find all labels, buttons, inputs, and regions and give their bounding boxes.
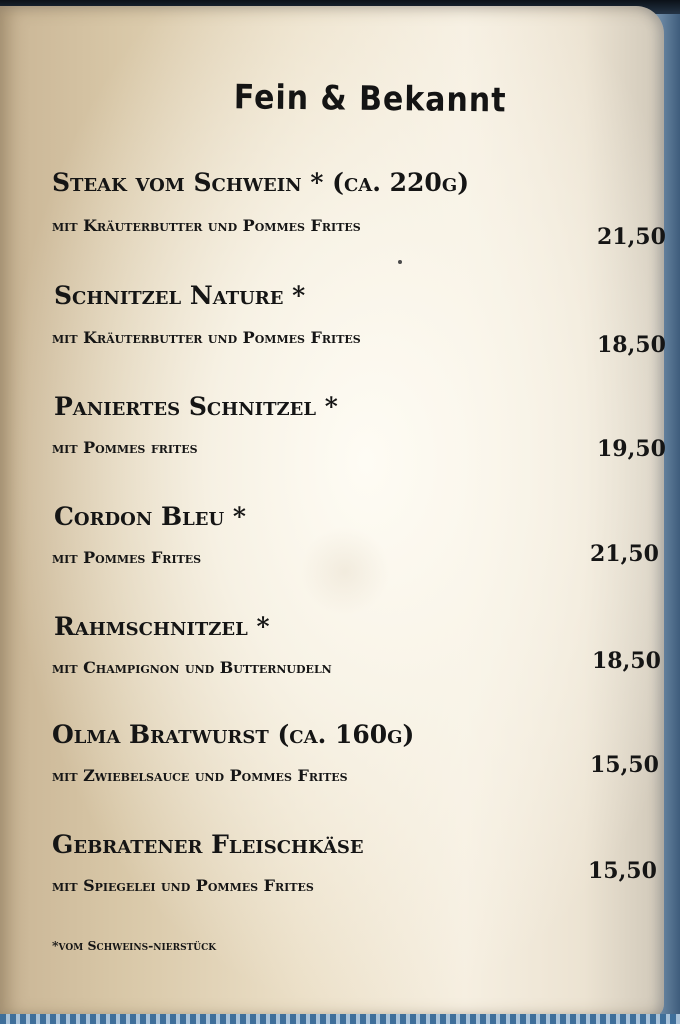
dish-price: 15,50 bbox=[588, 858, 657, 884]
paper-speck bbox=[398, 260, 402, 264]
dish-price: 15,50 bbox=[590, 752, 659, 778]
dish-description: mit Pommes frites bbox=[52, 438, 198, 457]
dish-price: 18,50 bbox=[597, 332, 666, 358]
dish-description: mit Kräuterbutter und Pommes Frites bbox=[52, 216, 361, 235]
dish-price: 19,50 bbox=[597, 436, 666, 462]
dish-price: 21,50 bbox=[597, 224, 666, 250]
dish-description: mit Pommes Frites bbox=[52, 548, 202, 567]
menu-footnote: *vom Schweins-nierstück bbox=[52, 938, 217, 953]
dish-description: mit Kräuterbutter und Pommes Frites bbox=[52, 328, 361, 347]
dish-name: Olma Bratwurst (ca. 160g) bbox=[52, 720, 415, 749]
dish-price: 21,50 bbox=[590, 541, 659, 567]
menu-title: Fein & Bekannt bbox=[233, 78, 507, 121]
menu-page bbox=[0, 6, 664, 1018]
dish-description: mit Champignon und Butternudeln bbox=[52, 658, 332, 677]
menu-sleeve-bottom bbox=[0, 1014, 680, 1024]
dish-price: 18,50 bbox=[592, 648, 661, 674]
dish-name: Gebratener Fleischkäse bbox=[52, 830, 364, 859]
paper-stain bbox=[300, 526, 390, 616]
dish-name: Schnitzel Nature * bbox=[54, 281, 306, 310]
dish-description: mit Spiegelei und Pommes Frites bbox=[52, 876, 314, 895]
dish-name: Rahmschnitzel * bbox=[54, 612, 270, 641]
dish-name: Paniertes Schnitzel * bbox=[54, 392, 338, 421]
dish-description: mit Zwiebelsauce und Pommes Frites bbox=[52, 766, 348, 785]
dish-name: Steak vom Schwein * (ca. 220g) bbox=[52, 168, 470, 197]
dish-name: Cordon Bleu * bbox=[54, 502, 246, 531]
